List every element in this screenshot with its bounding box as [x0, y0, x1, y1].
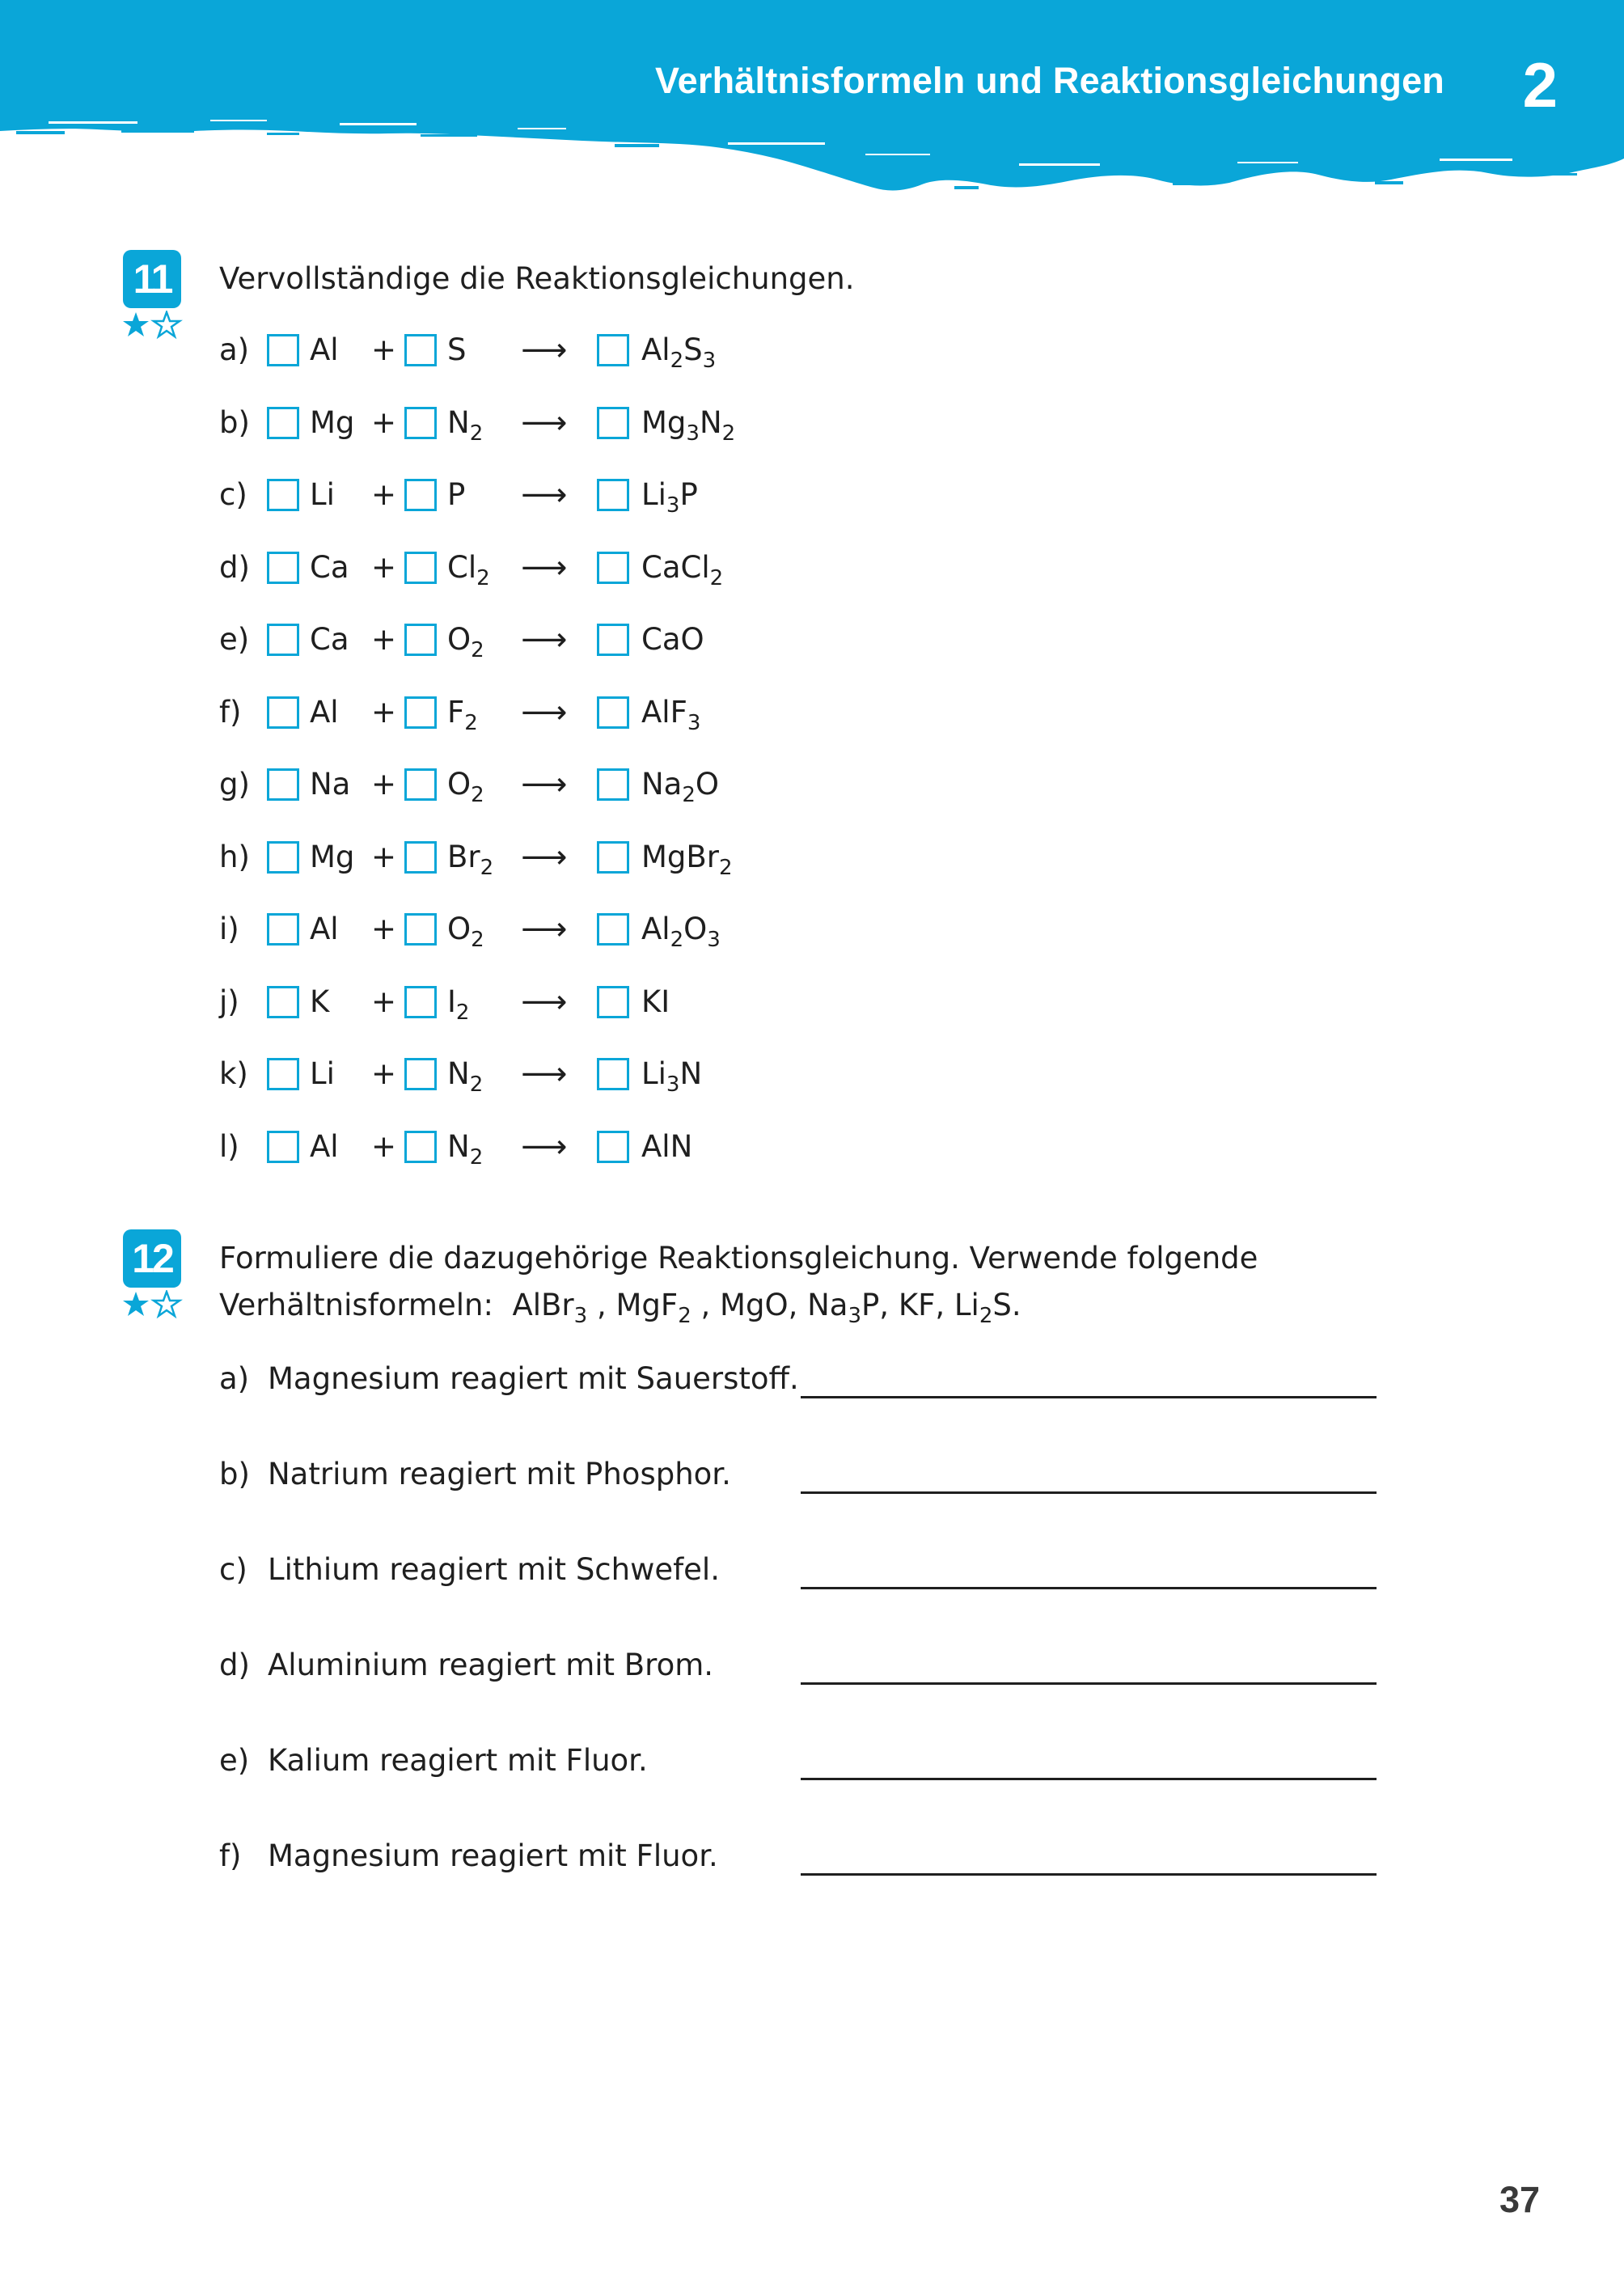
coefficient-box-1[interactable]	[267, 1131, 299, 1163]
formula-part: Na	[807, 1288, 848, 1322]
coefficient-box-2[interactable]	[404, 841, 437, 874]
reactant-2	[447, 475, 465, 515]
formula-part: N	[447, 404, 470, 440]
coefficient-box-3[interactable]	[597, 841, 629, 874]
plus-sign: +	[371, 1056, 397, 1091]
formula-part: Li	[641, 477, 666, 512]
formula-part: N	[447, 1056, 470, 1091]
formula-part: MgF	[615, 1288, 679, 1322]
formula-subscript: 2	[979, 1304, 993, 1328]
formula-subscript: 3	[573, 1304, 588, 1328]
question-label: e)	[219, 1743, 250, 1778]
formula-subscript: 2	[455, 1000, 470, 1025]
question-text: Aluminium reagiert mit Brom.	[268, 1648, 714, 1682]
reactant-1: K	[310, 984, 330, 1019]
reactant-1: Li	[310, 1056, 335, 1091]
reactant-1: Mg	[310, 404, 355, 440]
coefficient-box-1[interactable]	[267, 696, 299, 729]
question-label: f)	[219, 1838, 242, 1873]
coefficient-box-3[interactable]	[597, 768, 629, 801]
reactant-1: Na	[310, 767, 351, 802]
task-11-badge: 11	[123, 250, 181, 308]
formula	[899, 1288, 954, 1322]
equation-label: j)	[219, 984, 239, 1019]
coefficient-box-2[interactable]	[404, 986, 437, 1018]
formula-part: Al	[641, 912, 670, 946]
plus-sign: +	[371, 404, 397, 440]
formula-part: O	[683, 912, 708, 946]
formula-part: AlBr	[512, 1288, 574, 1322]
question-text: Magnesium reagiert mit Sauerstoff.	[268, 1361, 799, 1396]
equation-label: i)	[219, 912, 239, 946]
equation-label: f)	[219, 694, 242, 730]
formula-part: P	[447, 477, 466, 512]
reactant-2	[447, 620, 484, 660]
reactant-2	[447, 692, 478, 733]
formula-part: MgBr	[641, 839, 720, 874]
coefficient-box-1[interactable]	[267, 407, 299, 439]
formula-subscript: 2	[709, 565, 724, 590]
header-banner	[0, 0, 1624, 194]
reactant-1: Li	[310, 477, 335, 512]
formula-subscript: 2	[678, 1304, 691, 1328]
reactant-2	[447, 1127, 484, 1170]
formula-subscript: 2	[471, 928, 484, 952]
product	[641, 1127, 692, 1167]
product	[641, 982, 670, 1022]
product	[641, 330, 717, 373]
formula-subscript: 2	[670, 928, 684, 952]
reactant-1: Al	[310, 912, 339, 946]
formula-subscript: 2	[670, 349, 684, 373]
plus-sign: +	[371, 984, 397, 1019]
coefficient-box-1[interactable]	[267, 986, 299, 1018]
coefficient-box-3[interactable]	[597, 407, 629, 439]
reactant-2	[447, 548, 490, 588]
formula-part: Li	[641, 1056, 666, 1091]
product	[641, 403, 736, 446]
reactant-2	[447, 837, 493, 878]
coefficient-box-3[interactable]	[597, 986, 629, 1018]
question-label: b)	[219, 1457, 250, 1491]
coefficient-box-3[interactable]	[597, 479, 629, 511]
reactant-1: Al	[310, 694, 339, 730]
chapter-number: 2	[1522, 49, 1558, 121]
reactant-1: Ca	[310, 549, 349, 585]
formula	[512, 1288, 616, 1328]
formula-part: O	[447, 912, 472, 946]
coefficient-box-1[interactable]	[267, 841, 299, 874]
answer-line[interactable]	[801, 1778, 1377, 1780]
coefficient-box-2[interactable]	[404, 334, 437, 366]
coefficient-box-2[interactable]	[404, 479, 437, 511]
formula-subscript: 3	[707, 928, 721, 952]
coefficient-box-1[interactable]	[267, 479, 299, 511]
formula-part: S	[683, 332, 703, 367]
plus-sign: +	[371, 549, 397, 585]
formula	[720, 1288, 807, 1322]
answer-line[interactable]	[801, 1491, 1377, 1494]
coefficient-box-1[interactable]	[267, 334, 299, 366]
formula-subscript: 3	[686, 421, 700, 446]
coefficient-box-3[interactable]	[597, 624, 629, 656]
reaction-arrow: ⟶	[521, 476, 568, 514]
plus-sign: +	[371, 1128, 397, 1164]
formula-part: Na	[641, 767, 683, 802]
formula-subscript: 2	[464, 710, 478, 735]
formula-subscript: 2	[480, 855, 494, 880]
formula-subscript: 3	[702, 349, 717, 373]
reaction-arrow: ⟶	[521, 332, 568, 369]
plus-sign: +	[371, 477, 397, 512]
formula-part: Cl	[447, 549, 477, 585]
formula-subscript: 3	[848, 1304, 861, 1328]
chapter-title: Verhältnisformeln und Reaktionsgleichungen	[654, 60, 1444, 101]
coefficient-box-2[interactable]	[404, 407, 437, 439]
formula	[807, 1288, 899, 1328]
formula-part: Al	[641, 332, 670, 367]
coefficient-box-2[interactable]	[404, 624, 437, 656]
equation-label: b)	[219, 404, 250, 440]
product	[641, 620, 704, 660]
reaction-arrow: ⟶	[521, 404, 568, 442]
coefficient-box-2[interactable]	[404, 1058, 437, 1090]
reactant-2	[447, 764, 484, 805]
question-label: c)	[219, 1552, 247, 1587]
answer-line[interactable]	[801, 1873, 1377, 1876]
reactant-2	[447, 330, 467, 370]
reaction-arrow: ⟶	[521, 983, 568, 1021]
task-12-instruction	[219, 1235, 1258, 1329]
formula-part: ,	[587, 1288, 616, 1322]
plus-sign: +	[371, 767, 397, 802]
formula-part: Mg	[641, 404, 687, 440]
answer-line[interactable]	[801, 1682, 1377, 1685]
formula-part: S	[447, 332, 467, 367]
formula-subscript: 2	[719, 855, 733, 880]
formula-subscript: 2	[469, 421, 484, 446]
coefficient-box-2[interactable]	[404, 1131, 437, 1163]
coefficient-box-3[interactable]	[597, 696, 629, 729]
formula-part: S.	[992, 1288, 1021, 1322]
formula-part: AlF	[641, 694, 687, 730]
formula-subscript: 2	[469, 1072, 484, 1097]
page-number: 37	[1499, 2179, 1540, 2220]
plus-sign: +	[371, 622, 397, 657]
reactant-2	[447, 909, 484, 950]
product	[641, 548, 723, 588]
formula-part: O	[447, 767, 472, 802]
plus-sign: +	[371, 694, 397, 730]
formula	[954, 1288, 1021, 1328]
coefficient-box-1[interactable]	[267, 552, 299, 584]
product	[641, 909, 721, 950]
coefficient-box-3[interactable]	[597, 913, 629, 946]
equation-label: h)	[219, 839, 250, 874]
task-11-difficulty-stars	[121, 311, 183, 340]
reactant-1: Mg	[310, 839, 355, 874]
formula-part: AlN	[641, 1128, 693, 1164]
coefficient-box-3[interactable]	[597, 1131, 629, 1163]
formula-part: I	[447, 984, 456, 1019]
product	[641, 837, 733, 878]
plus-sign: +	[371, 332, 397, 367]
equation-label: e)	[219, 622, 250, 657]
question-text: Kalium reagiert mit Fluor.	[268, 1743, 648, 1778]
coefficient-box-1[interactable]	[267, 768, 299, 801]
formula-part: N	[447, 1128, 470, 1164]
reaction-arrow: ⟶	[521, 693, 568, 731]
formula-part: ,	[691, 1288, 721, 1322]
formula-part: F	[447, 694, 465, 730]
formula-part: KI	[641, 984, 670, 1019]
coefficient-box-1[interactable]	[267, 624, 299, 656]
formula-subscript: 2	[471, 783, 484, 807]
formula-part: O	[695, 767, 720, 802]
reaction-arrow: ⟶	[521, 911, 568, 948]
reaction-arrow: ⟶	[521, 766, 568, 803]
formula-part: Li	[954, 1288, 979, 1322]
product	[641, 1054, 703, 1097]
task-12-badge: 12	[123, 1229, 181, 1288]
question-label: d)	[219, 1648, 250, 1682]
question-text: Natrium reagiert mit Phosphor.	[268, 1457, 731, 1491]
product	[641, 764, 719, 805]
formula-part: MgO,	[720, 1288, 808, 1322]
task-12-instruction-line-1: Formuliere die dazugehörige Reaktionsgleichung. Verwende folgende	[219, 1241, 1258, 1276]
reactant-2	[447, 982, 470, 1025]
product	[641, 692, 700, 733]
formula-subscript: 2	[721, 421, 736, 446]
equation-label: d)	[219, 549, 250, 585]
formula-part: O	[447, 622, 472, 657]
task-12-instruction-line-2	[219, 1282, 1258, 1329]
coefficient-box-3[interactable]	[597, 552, 629, 584]
formula-subscript: 2	[476, 565, 490, 590]
reaction-arrow: ⟶	[521, 1127, 568, 1166]
formula-part: N	[679, 1056, 703, 1091]
coefficient-box-2[interactable]	[404, 768, 437, 801]
coefficient-box-2[interactable]	[404, 696, 437, 729]
formula-part: CaO	[641, 622, 704, 657]
coefficient-box-3[interactable]	[597, 334, 629, 366]
formula-part: KF,	[898, 1288, 954, 1322]
product	[641, 475, 698, 518]
formula-list	[512, 1288, 1021, 1328]
formulas-prefix: Verhältnisformeln:	[219, 1288, 493, 1322]
coefficient-box-2[interactable]	[404, 552, 437, 584]
formula-part: N	[699, 404, 722, 440]
answer-line[interactable]	[801, 1396, 1377, 1398]
reactant-1: Al	[310, 332, 339, 367]
reactant-2	[447, 1054, 484, 1097]
formula-subscript: 2	[469, 1144, 484, 1170]
coefficient-box-2[interactable]	[404, 913, 437, 946]
equation-label: l)	[219, 1128, 239, 1164]
coefficient-box-1[interactable]	[267, 913, 299, 946]
task-11-instruction: Vervollständige die Reaktionsgleichungen.	[219, 261, 855, 296]
question-label: a)	[219, 1361, 250, 1396]
formula-part: P,	[861, 1288, 899, 1322]
question-text: Magnesium reagiert mit Fluor.	[268, 1838, 718, 1873]
formula-part: CaCl	[641, 549, 710, 585]
reaction-arrow: ⟶	[521, 1056, 568, 1093]
plus-sign: +	[371, 912, 397, 946]
reactant-1: Ca	[310, 622, 349, 657]
equation-label: c)	[219, 477, 247, 512]
coefficient-box-1[interactable]	[267, 1058, 299, 1090]
formula-part: P	[679, 477, 698, 512]
coefficient-box-3[interactable]	[597, 1058, 629, 1090]
question-text: Lithium reagiert mit Schwefel.	[268, 1552, 720, 1587]
formula-subscript: 2	[471, 638, 484, 662]
formula-subscript: 3	[666, 493, 680, 518]
formula-subscript: 3	[687, 710, 701, 735]
reaction-arrow: ⟶	[521, 621, 568, 658]
equation-label: a)	[219, 332, 250, 367]
equation-label: g)	[219, 767, 250, 802]
task-12-difficulty-stars	[121, 1290, 183, 1319]
reactant-1: Al	[310, 1128, 339, 1164]
reaction-arrow: ⟶	[521, 548, 568, 586]
formula-subscript: 2	[682, 783, 696, 807]
formula	[615, 1288, 721, 1328]
equation-label: k)	[219, 1056, 248, 1091]
formula-subscript: 3	[666, 1072, 680, 1097]
answer-line[interactable]	[801, 1587, 1377, 1589]
plus-sign: +	[371, 839, 397, 874]
reactant-2	[447, 403, 484, 446]
formula-part: Br	[447, 839, 480, 874]
reaction-arrow: ⟶	[521, 838, 568, 876]
